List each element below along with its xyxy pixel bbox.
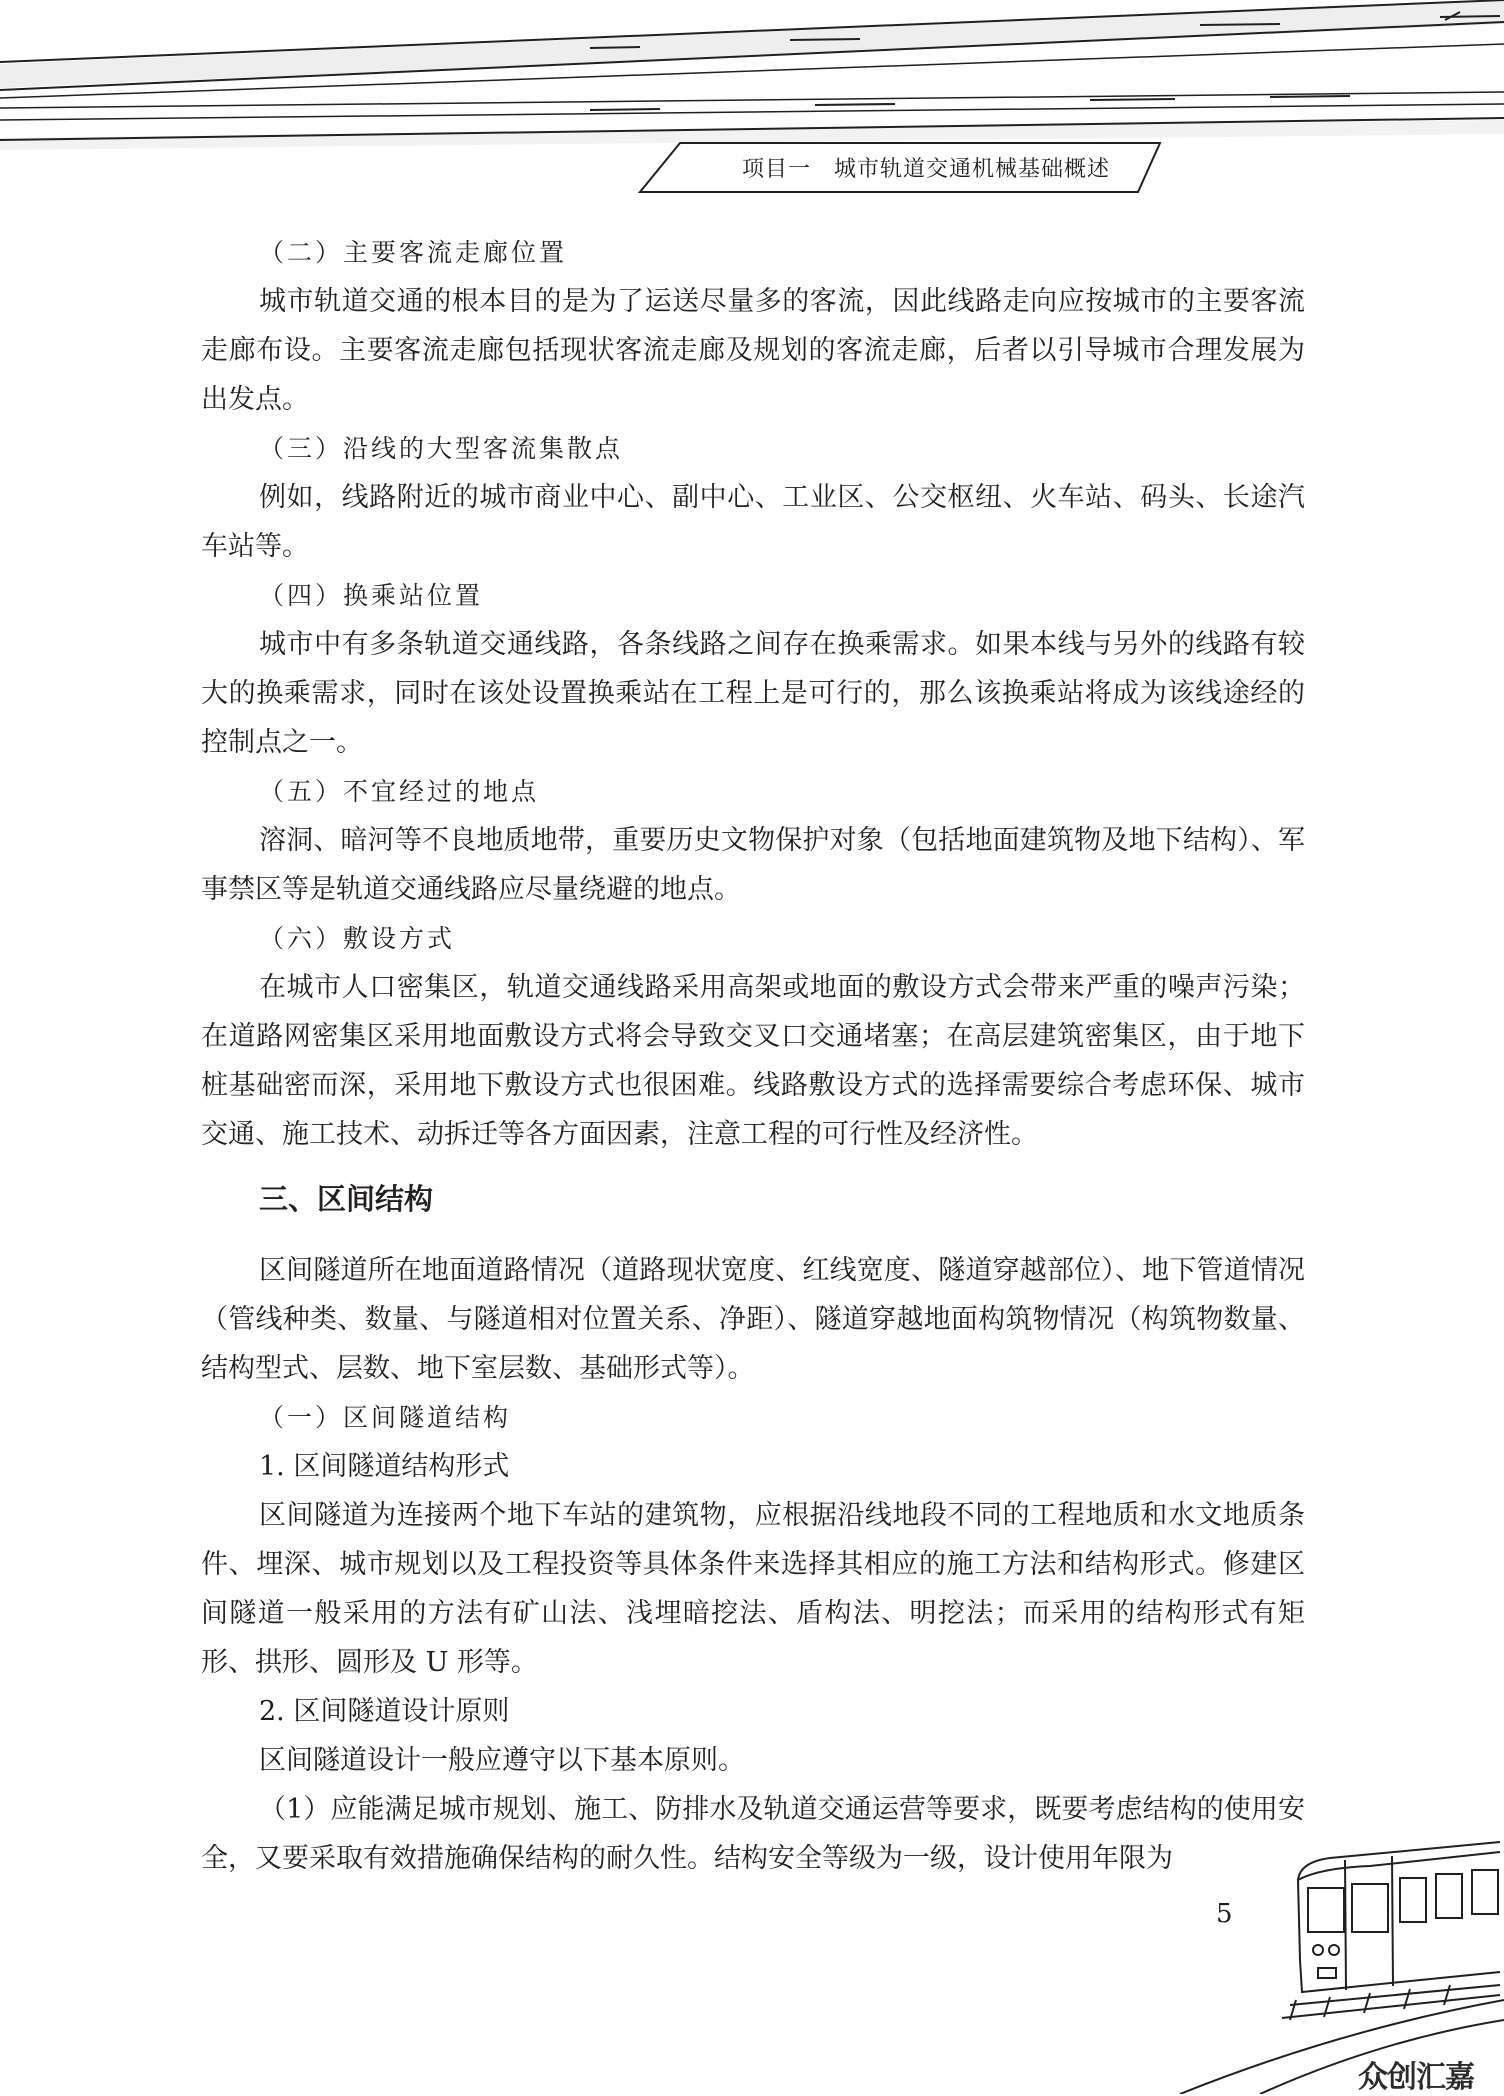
section-heading-5: （五）不宜经过的地点 xyxy=(259,777,540,806)
running-header-title: 项目一 城市轨道交通机械基础概述 xyxy=(741,157,1110,182)
paragraph: 例如，线路附近的城市商业中心、副中心、工业区、公交枢纽、火车站、码头、长途汽车站等。 xyxy=(201,482,1305,562)
paragraph: 城市轨道交通的根本目的是为了运送尽量多的客流，因此线路走向应按城市的主要客流走廊布设。主要客流走廊包括现状客流走廊及规划的客流走廊，后者以引导城市合理发展为出发点。 xyxy=(201,286,1305,415)
section-heading-1: （一）区间隧道结构 xyxy=(259,1403,512,1432)
chapter-heading: 三、区间结构 xyxy=(259,1182,434,1216)
paragraph: 在城市人口密集区，轨道交通线路采用高架或地面的敷设方式会带来严重的噪声污染；在道路网密集区采用地面敷设方式将会导致交叉口交通堵塞；在高层建筑密集区，由于地下桩基础密而深，采用地下敷设方式也很困难。线路敷设方式的选择需要综合考虑环保、城市交通、施工技术、动拆迁等各方面因素，注意工程的可行性及经济性。 xyxy=(201,972,1305,1150)
paragraph: 区间隧道为连接两个地下车站的建筑物，应根据沿线地段不同的工程地质和水文地质条件、埋深、城市规划以及工程投资等具体条件来选择其相应的施工方法和结构形式。修建区间隧道一般采用的方法有矿山法、浅埋暗挖法、盾构法、明挖法；而采用的结构形式有矩形、拱形、圆形及 U 形等。 xyxy=(201,1500,1305,1678)
paragraph: （1）应能满足城市规划、施工、防排水及轨道交通运营等要求，既要考虑结构的使用安全，又要采取有效措施确保结构的耐久性。结构安全等级为一级，设计使用年限为 xyxy=(201,1794,1305,1874)
section-heading-3: （三）沿线的大型客流集散点 xyxy=(259,434,624,463)
paragraph: 区间隧道所在地面道路情况（道路现状宽度、红线宽度、隧道穿越部位）、地下管道情况（管线种类、数量、与隧道相对位置关系、净距）、隧道穿越地面构筑物情况（构筑物数量、结构型式、层数、地下室层数、基础形式等）。 xyxy=(201,1255,1305,1384)
paragraph: 溶洞、暗河等不良地质地带，重要历史文物保护对象（包括地面建筑物及地下结构）、军事禁区等是轨道交通线路应尽量绕避的地点。 xyxy=(201,825,1305,905)
paragraph: 区间隧道设计一般应遵守以下基本原则。 xyxy=(259,1745,745,1776)
section-heading-4: （四）换乘站位置 xyxy=(259,581,484,610)
paragraph: 城市中有多条轨道交通线路，各条线路之间存在换乘需求。如果本线与另外的线路有较大的换乘需求，同时在该处设置换乘站在工程上是可行的，那么该换乘站将成为该线途经的控制点之一。 xyxy=(201,629,1305,758)
page-body xyxy=(201,228,1305,1883)
section-heading-2: （二）主要客流走廊位置 xyxy=(259,238,568,267)
numbered-heading: 1. 区间隧道结构形式 xyxy=(259,1451,510,1482)
publisher-watermark: 众创汇嘉 xyxy=(1358,2060,1474,2095)
page-number: 5 xyxy=(1216,1899,1233,1929)
section-heading-6: （六）敷设方式 xyxy=(259,924,456,953)
numbered-heading: 2. 区间隧道设计原则 xyxy=(259,1696,510,1727)
